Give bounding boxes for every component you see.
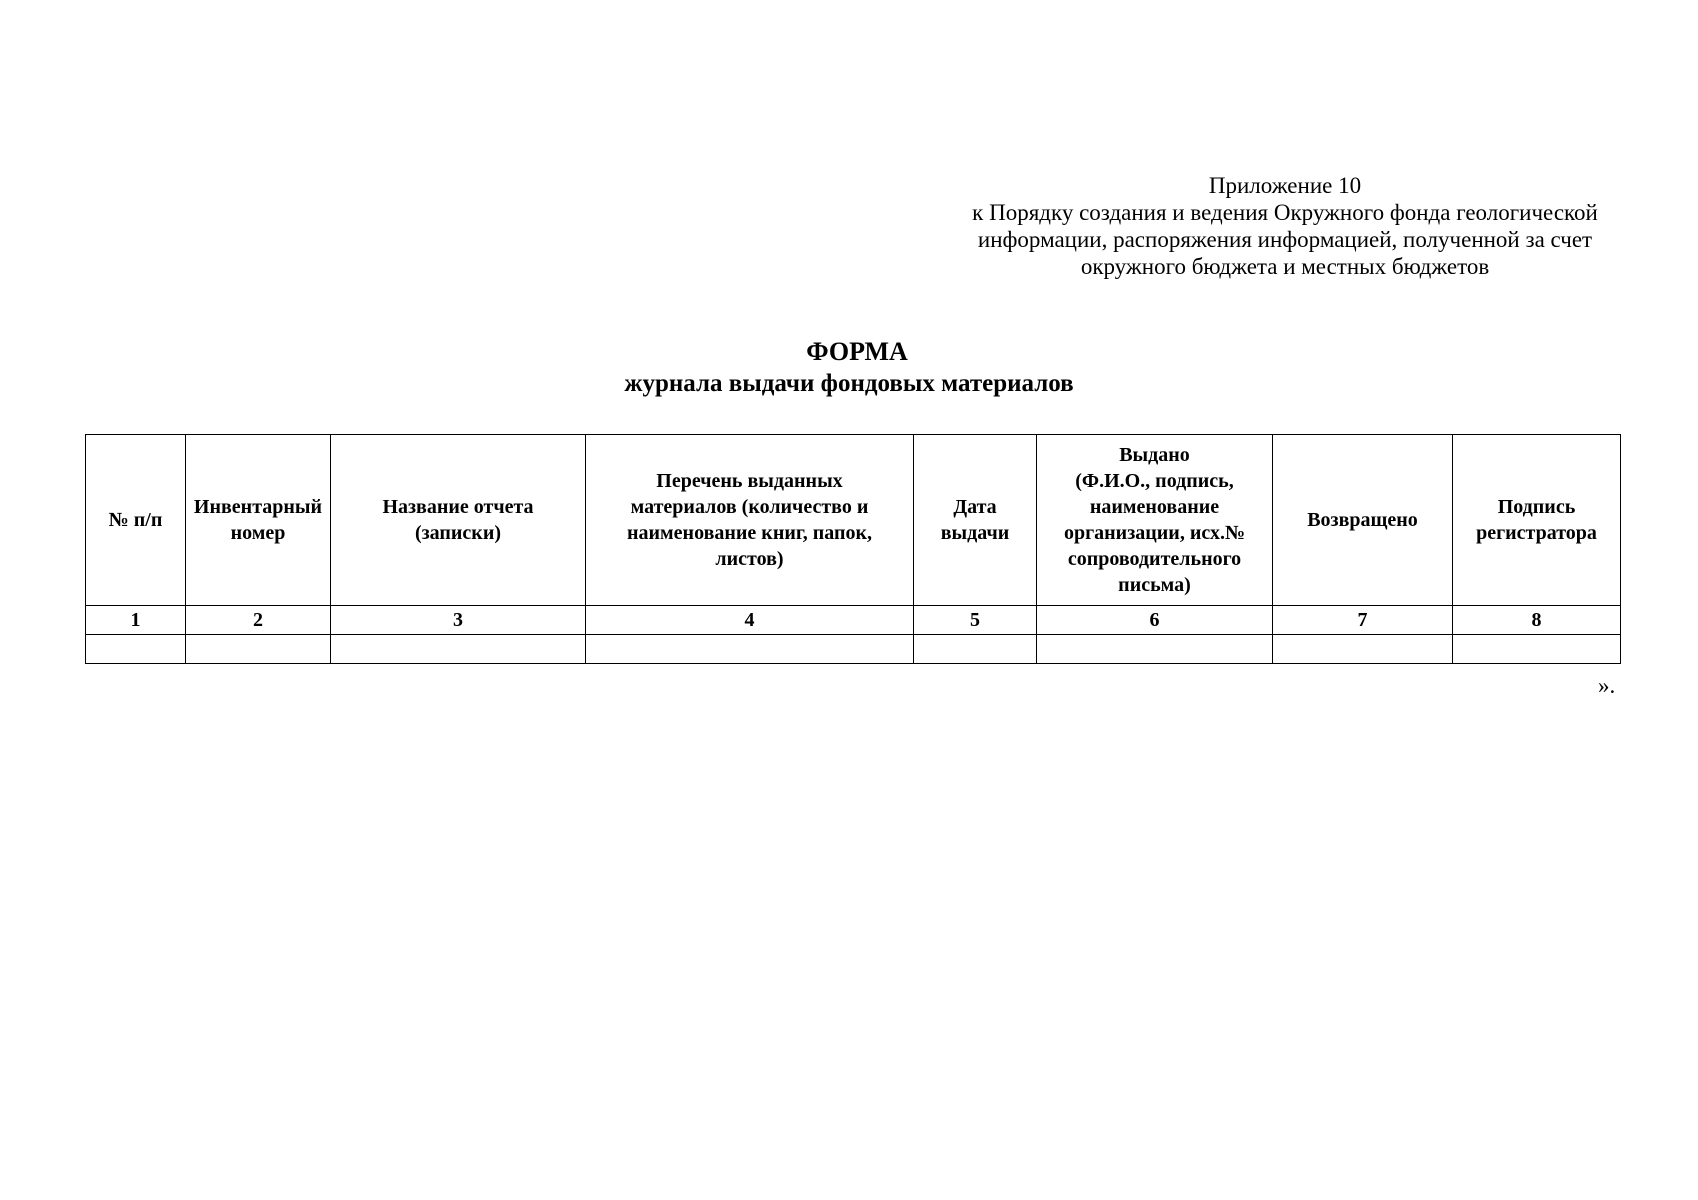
header-line: (Ф.И.О., подпись, [1075,470,1234,492]
empty-entry-row [86,635,1621,664]
appendix-line: окружного бюджета и местных бюджетов [1080,254,1490,279]
header-cell-returned [1273,435,1453,606]
column-number-cell: 4 [586,606,914,635]
header-line: № п/п [108,509,163,531]
header-line: выдачи [940,522,1010,544]
header-line: материалов (количество и [630,496,869,518]
column-number-cell: 7 [1273,606,1453,635]
column-number-cell: 2 [186,606,331,635]
header-line: Возвращено [1307,509,1418,531]
header-line: Инвентарный [193,496,323,518]
appendix-line: информации, распоряжения информацией, полученной за счет [977,227,1593,252]
empty-cell [1453,635,1621,664]
header-line: Выдано [1119,444,1190,466]
header-cell-issue-date [914,435,1037,606]
header-cell-number [86,435,186,606]
closing-quote-mark: ». [1598,673,1616,698]
header-line: письма) [1118,574,1191,596]
header-line: организации, исх.№ [1063,522,1246,544]
header-line: номер [230,522,286,544]
form-title-line2: журнала выдачи фондовых материалов [624,370,1074,397]
empty-cell [914,635,1037,664]
header-line: наименование книг, папок, [627,522,872,544]
header-line: Перечень выданных [656,470,843,492]
header-line: Подпись [1497,496,1576,518]
column-number-cell: 8 [1453,606,1621,635]
header-line: наименование [1089,496,1220,518]
table-header-row [86,435,1621,606]
empty-cell [1273,635,1453,664]
appendix-header [940,172,1630,280]
header-cell-materials-list [586,435,914,606]
empty-cell [331,635,586,664]
header-line: (записки) [414,522,502,544]
form-title [0,336,1698,400]
header-cell-issued-to [1037,435,1273,606]
empty-cell [1037,635,1273,664]
empty-cell [586,635,914,664]
header-line: сопроводительного [1067,548,1242,570]
column-number-cell: 3 [331,606,586,635]
column-number-cell: 6 [1037,606,1273,635]
empty-cell [186,635,331,664]
journal-table [85,434,1621,664]
column-number-cell: 1 [86,606,186,635]
header-line: Дата [953,496,997,518]
header-line: листов) [715,548,784,570]
header-line: Название отчета [382,496,534,518]
form-title-line1: ФОРМА [806,337,908,366]
column-number-row [86,606,1621,635]
header-line: регистратора [1476,522,1597,544]
appendix-line: к Порядку создания и ведения Окружного фонда геологической [972,200,1598,225]
header-cell-registrar-signature [1453,435,1621,606]
empty-cell [86,635,186,664]
header-cell-inventory-number [186,435,331,606]
column-number-cell: 5 [914,606,1037,635]
appendix-line: Приложение 10 [1208,173,1362,198]
header-cell-report-title [331,435,586,606]
